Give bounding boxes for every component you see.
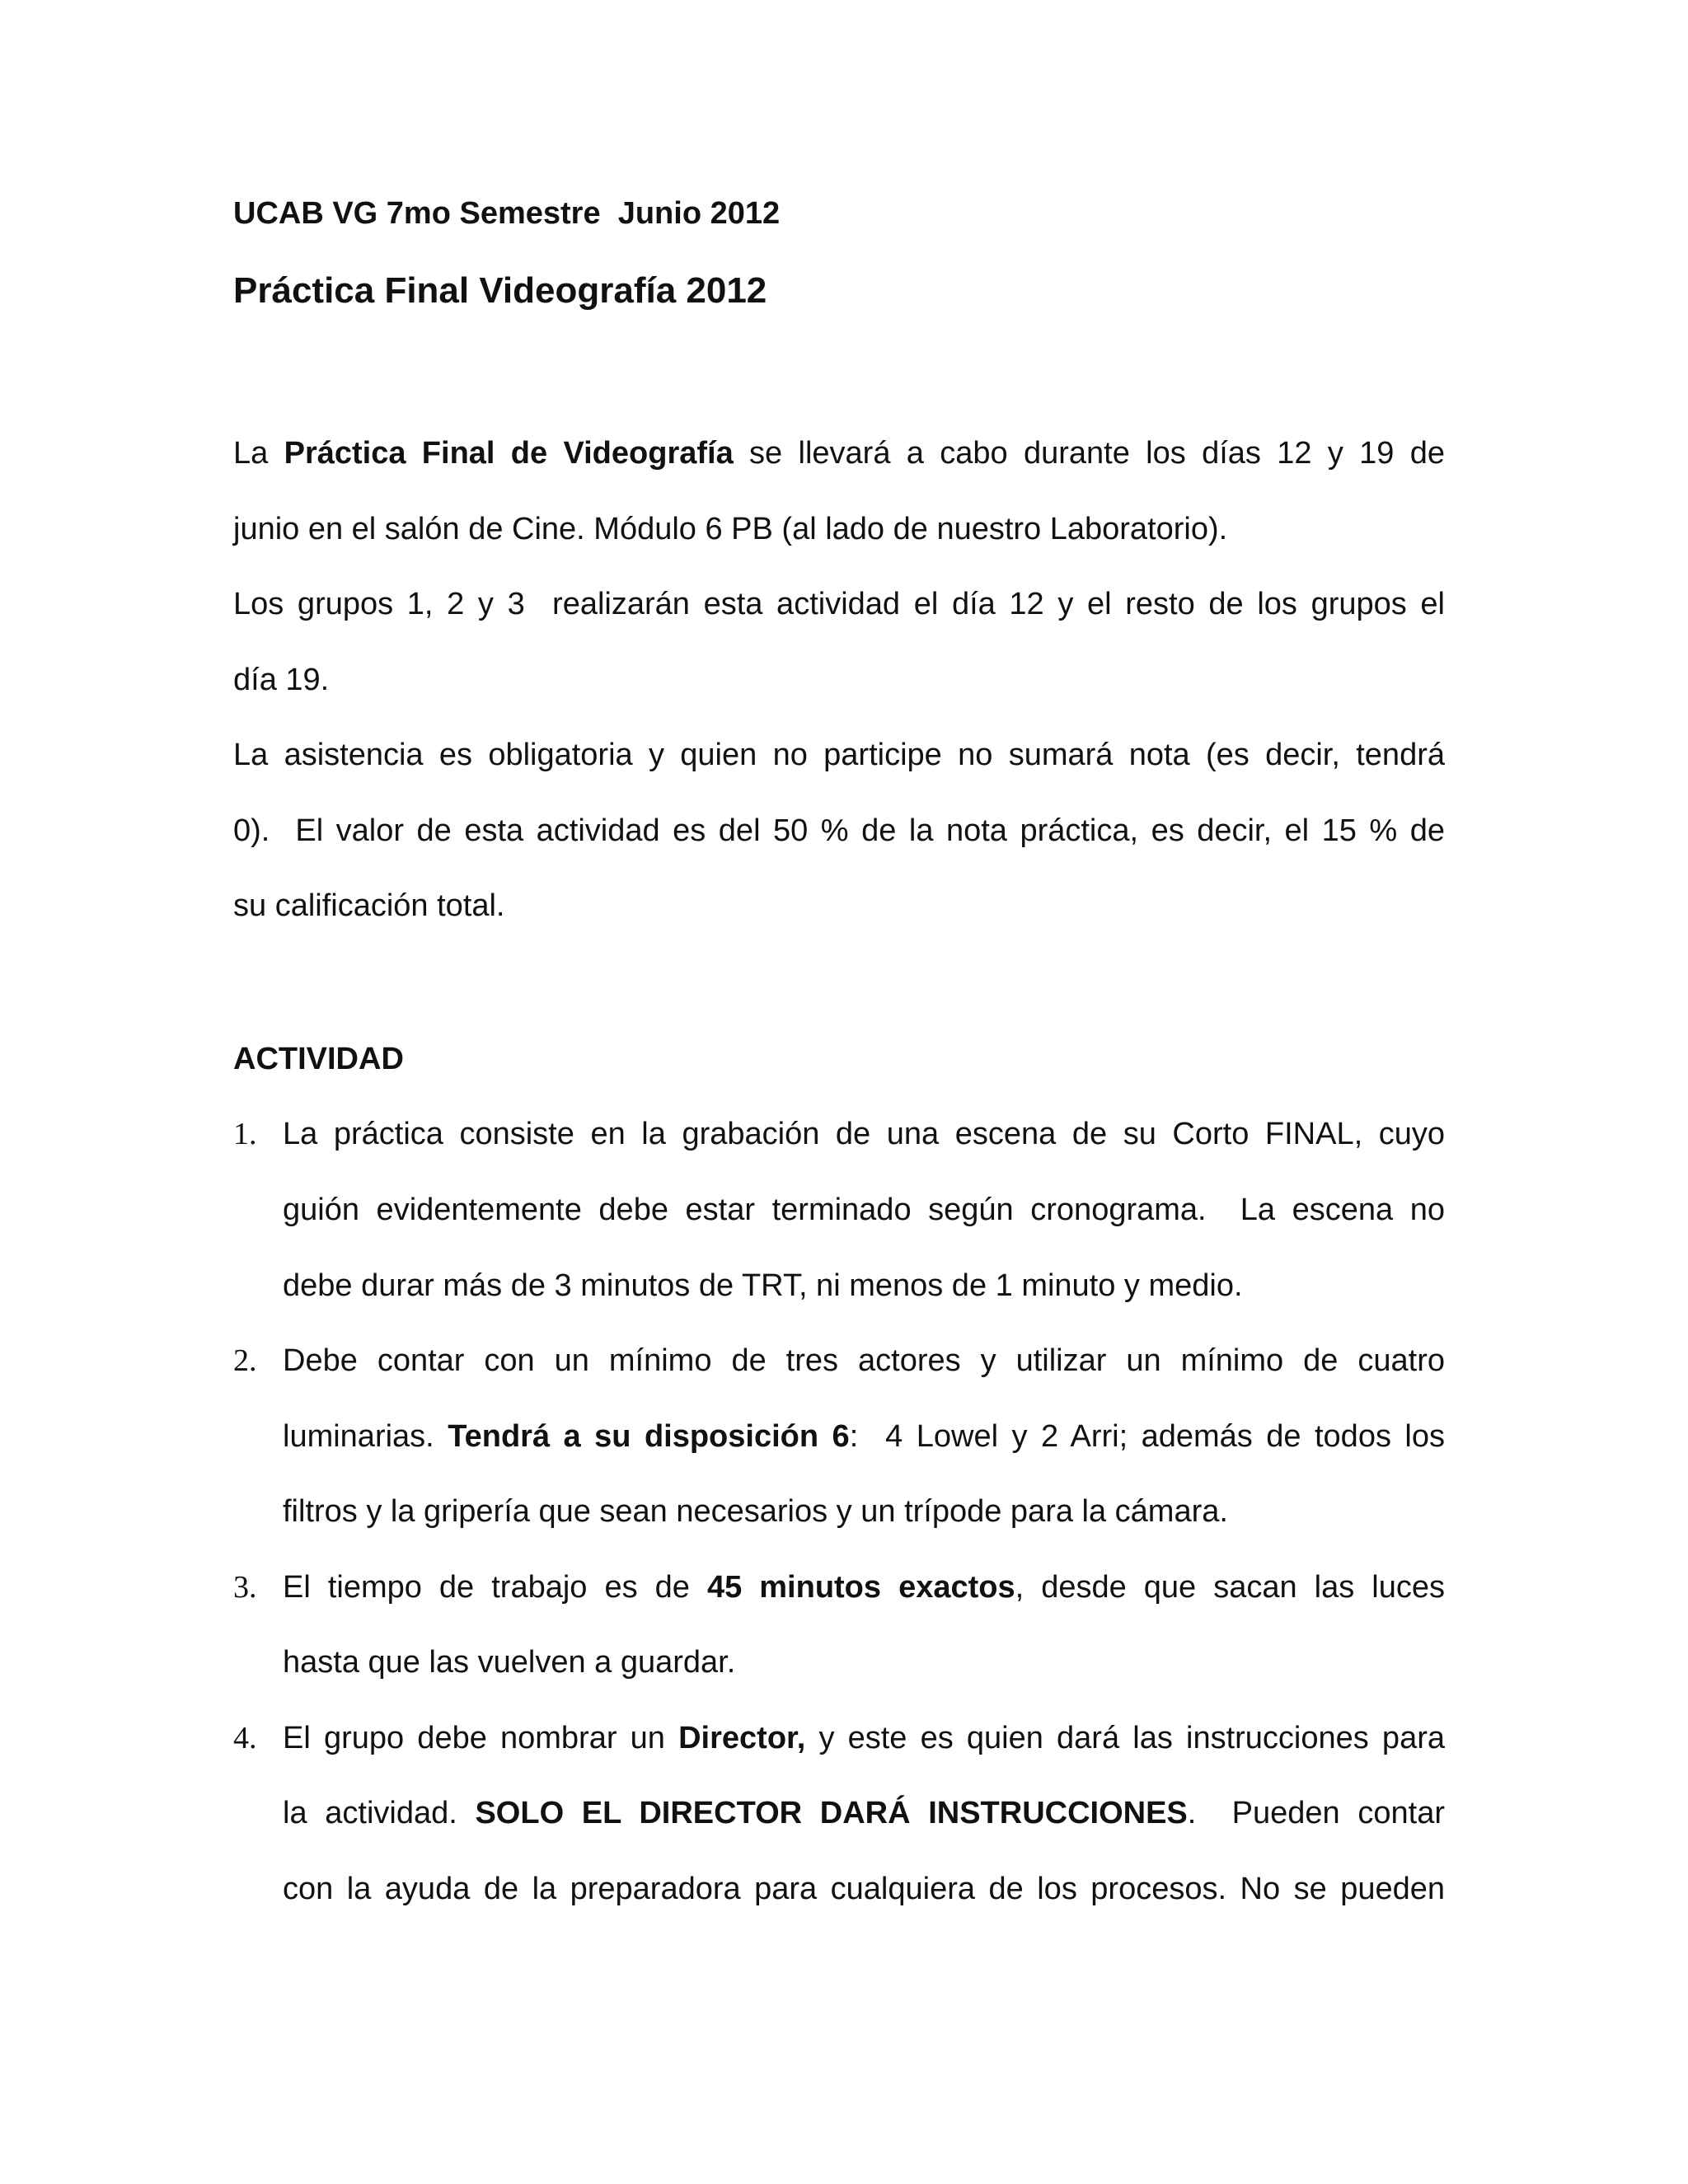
list-item-line: debe durar más de 3 minutos de TRT, ni menos de 1 minuto y medio. [283,1268,1243,1303]
list-item-bold-text: SOLO EL DIRECTOR DARÁ INSTRUCCIONES [475,1796,1188,1830]
intro-line: día 19. [233,663,330,697]
list-item-line [283,1719,1445,1757]
list-item-line: filtros y la gripería que sean necesarios y un trípode para la cámara. [283,1494,1228,1529]
list-item-number: 1. [233,1117,257,1151]
intro-line: 0). El valor de esta actividad es del 50 % de la nota práctica, es decir, el 15 % de [233,813,1445,848]
list-item-number: 2. [233,1343,257,1378]
list-item-line [283,1418,1445,1455]
list-item-line [283,1794,1445,1832]
list-item-text: , desde que sacan las luces [1015,1570,1445,1605]
list-item-line: guión evidentemente debe estar terminado según cronograma. La escena no [283,1193,1445,1227]
intro-line: La asistencia es obligatoria y quien no participe no sumará nota (es decir, tendrá [233,738,1445,772]
list-item-line [283,1568,1445,1606]
intro-line: junio en el salón de Cine. Módulo 6 PB (al lado de nuestro Laboratorio). [233,512,1228,546]
list-item-bold-text: Director, [678,1721,806,1755]
list-item-bold-text: Tendrá a su disposición 6 [448,1419,850,1454]
list-item-text: . Pueden contar [1187,1796,1445,1830]
list-item-line: con la ayuda de la preparadora para cualquiera de los procesos. No se pueden [283,1872,1445,1906]
document-title: Práctica Final Videografía 2012 [233,270,767,311]
section-title: ACTIVIDAD [233,1042,404,1076]
list-item-line: La práctica consiste en la grabación de una escena de su Corto FINAL, cuyo [283,1117,1445,1151]
intro-text: se llevará a cabo durante los días 12 y 19 de [733,436,1446,471]
list-item-text: luminarias. [283,1419,448,1454]
list-item-number: 4. [233,1721,257,1755]
list-item-line: Debe contar con un mínimo de tres actores y utilizar un mínimo de cuatro [283,1343,1445,1378]
intro-line: Los grupos 1, 2 y 3 realizarán esta actividad el día 12 y el resto de los grupos el [233,587,1445,621]
list-item-line: hasta que las vuelven a guardar. [283,1645,736,1680]
document-page [233,0,1445,2184]
intro-line: su calificación total. [233,888,505,923]
list-item-text: El tiempo de trabajo es de [283,1570,707,1605]
list-item-text: : 4 Lowel y 2 Arri; además de todos los [849,1419,1445,1454]
intro-text: La [233,436,284,471]
document-header: UCAB VG 7mo Semestre Junio 2012 [233,196,781,231]
list-item-text: la actividad. [283,1796,476,1830]
list-item-bold-text: 45 minutos exactos [706,1570,1015,1605]
intro-line [233,434,1445,472]
list-item-text: El grupo debe nombrar un [283,1721,679,1755]
intro-bold-text: Práctica Final de Videografía [284,436,734,471]
list-item-text: y este es quien dará las instrucciones para [805,1721,1445,1755]
list-item-number: 3. [233,1570,257,1605]
